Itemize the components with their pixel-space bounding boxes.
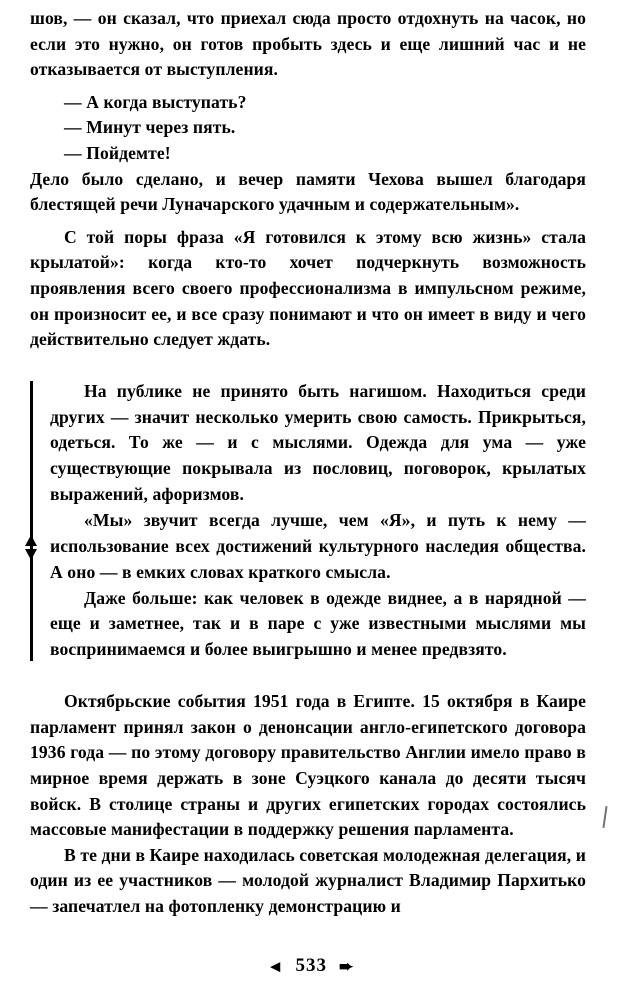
dialogue-line: — А когда выступать?: [64, 91, 247, 112]
dialogue-line: — Минут через пять.: [64, 117, 236, 138]
paragraph: Дело было сделано, и вечер памяти Чехова вышел благодаря блестящей речи Луначарского удачным и содержательным».: [30, 168, 586, 215]
paragraph: Октябрьские события 1951 года в Египте. 15 октября в Каире парламент принял закон о денонсации англо-египетского договора 1936 года — по этому договору правительство Англии имело право в мирное время держать в зоне Суэцкого канала до десяти тысяч войск. В столице страны и других египетских городах состоялись массовые манифестации в поддержку решения парламента.: [30, 691, 586, 840]
spacer: [30, 218, 586, 225]
paragraph: На публике не принято быть нагишом. Находиться среди других — значит несколько умерить свою самость. Прикрыться, одеться. То же — и с мыслями. Одежда для ума — уже существующие покрывала из пословиц, поговорок, крылатых выражений, афоризмов.: [50, 380, 586, 505]
paragraph: С той поры фраза «Я готовился к этому всю жизнь» стала крылатой»: когда кто-то хочет подчеркнуть возможность проявления всего своего профессионализма в импульсном режиме, он произносит ее, и все сразу понимают и что он имеет в виду и чего действительно следует ждать.: [30, 226, 586, 350]
highlighted-block: [30, 379, 586, 663]
paragraph: Даже больше: как человек в одежде виднее, а в нарядной — еще и заметнее, так и в паре с уже известными мыслями мы воспринимаемся и более выигрышно и менее предвзято.: [50, 587, 586, 660]
paragraph: шов, — он сказал, что приехал сюда просто отдохнуть на часок, но если это нужно, он готов пробыть здесь и еще лишний час и не отказывается от выступления.: [30, 8, 586, 80]
page-footer: [0, 955, 620, 977]
dialogue-line: — Пойдемте!: [64, 142, 171, 163]
next-page-icon[interactable]: ➨: [339, 956, 354, 976]
paragraph: «Мы» звучит всегда лучше, чем «Я», и путь к нему — использование всех достижений культурного наследия общества. А оно — в емких словах краткого смысла.: [50, 510, 586, 582]
page-number: 533: [295, 955, 328, 976]
spacer: [30, 83, 586, 90]
page-edge-mark: [602, 806, 607, 828]
arrow-down-icon: [25, 549, 37, 560]
arrow-up-icon: [25, 535, 37, 546]
previous-page-icon[interactable]: ◄: [266, 956, 284, 976]
margin-bar: [30, 381, 33, 661]
paragraph: В те дни в Каире находилась советская молодежная делегация, и один из ее участников — молодой журналист Владимир Пархитько — запечатлел на фотопленку демонстрацию и: [30, 844, 586, 916]
